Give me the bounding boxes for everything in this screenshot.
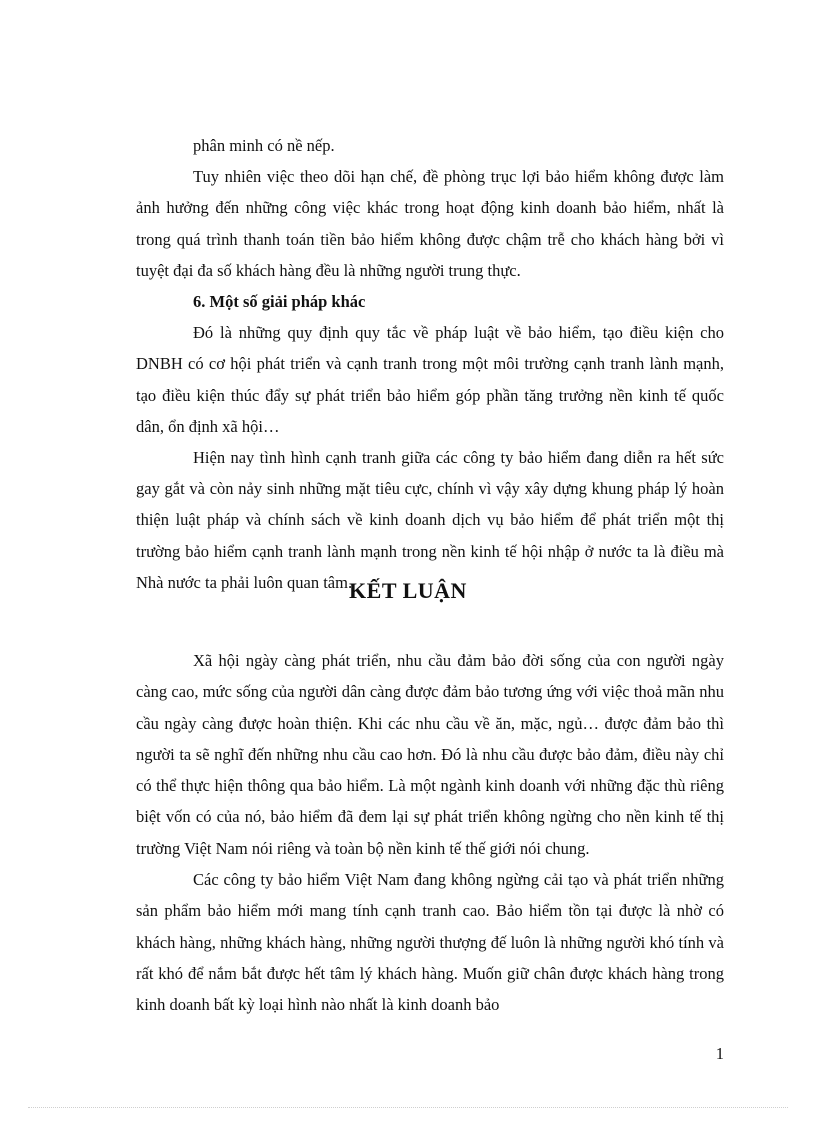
conclusion-title: KẾT LUẬN — [349, 578, 467, 603]
paragraph-society-development: Xã hội ngày càng phát triển, nhu cầu đảm bảo đời sống của con người ngày càng cao, mức sống của người dân càng được đảm bảo tương ứng với việc thoả mãn nhu cầu ngày càng được hoàn thiện. Khi các nhu cầu về ăn, mặc, ngủ… được đảm bảo thì người ta sẽ nghĩ đến những nhu cầu cao hơn. Đó là nhu cầu được bảo đảm, điều này chỉ có thể thực hiện thông qua bảo hiểm. Là một ngành kinh doanh với những đặc thù riêng biệt vốn có của nó, bảo hiểm đã đem lại sự phát triển không ngừng cho nền kinh tế thị trường Việt Nam nói riêng và toàn bộ nền kinh tế thế giới nói chung. — [136, 651, 724, 858]
paragraph-legal-regulations: Đó là những quy định quy tắc về pháp luật về bảo hiểm, tạo điều kiện cho DNBH có cơ hội phát triển và cạnh tranh trong một môi trường cạnh tranh lành mạnh, tạo điều kiện thúc đẩy sự phát triển bảo hiểm góp phần tăng trưởng nền kinh tế quốc dân, ổn định xã hội… — [136, 323, 724, 436]
page-bottom-divider — [28, 1107, 788, 1108]
paragraph-continuation: phân minh có nề nếp. — [193, 136, 335, 155]
paragraph-insurance-companies: Các công ty bảo hiểm Việt Nam đang không ngừng cải tạo và phát triển những sản phẩm bảo hiểm mới mang tính cạnh tranh cao. Bảo hiểm tồn tại được là nhờ có khách hàng, những khách hàng, những người thượng đế luôn là những người khó tính và rất khó để nắm bắt được hết tâm lý khách hàng. Muốn giữ chân được khách hàng trong kinh doanh bất kỳ loại hình nào nhất là kinh doanh bảo — [136, 870, 724, 1015]
page-number: 1 — [715, 1044, 724, 1063]
conclusion-section — [136, 645, 724, 1021]
paragraph-fraud-monitoring: Tuy nhiên việc theo dõi hạn chế, đề phòng trục lợi bảo hiểm không được làm ảnh hưởng đến những công việc khác trong hoạt động kinh doanh bảo hiểm, nhất là trong quá trình thanh toán tiền bảo hiểm không được chậm trễ cho khách hàng bởi vì tuyệt đại đa số khách hàng đều là những người trung thực. — [136, 167, 724, 280]
section-heading: 6. Một số giải pháp khác — [193, 292, 366, 312]
paragraph-competition: Hiện nay tình hình cạnh tranh giữa các công ty bảo hiểm đang diễn ra hết sức gay gắt và còn nảy sinh những mặt tiêu cực, chính vì vậy xây dựng khung pháp lý hoàn thiện luật pháp và chính sách về kinh doanh dịch vụ bảo hiểm để phát triển một thị trường bảo hiểm cạnh tranh lành mạnh trong nền kinh tế hội nhập ở nước ta là điều mà Nhà nước ta phải luôn quan tâm. — [136, 448, 724, 592]
top-section — [136, 130, 724, 598]
